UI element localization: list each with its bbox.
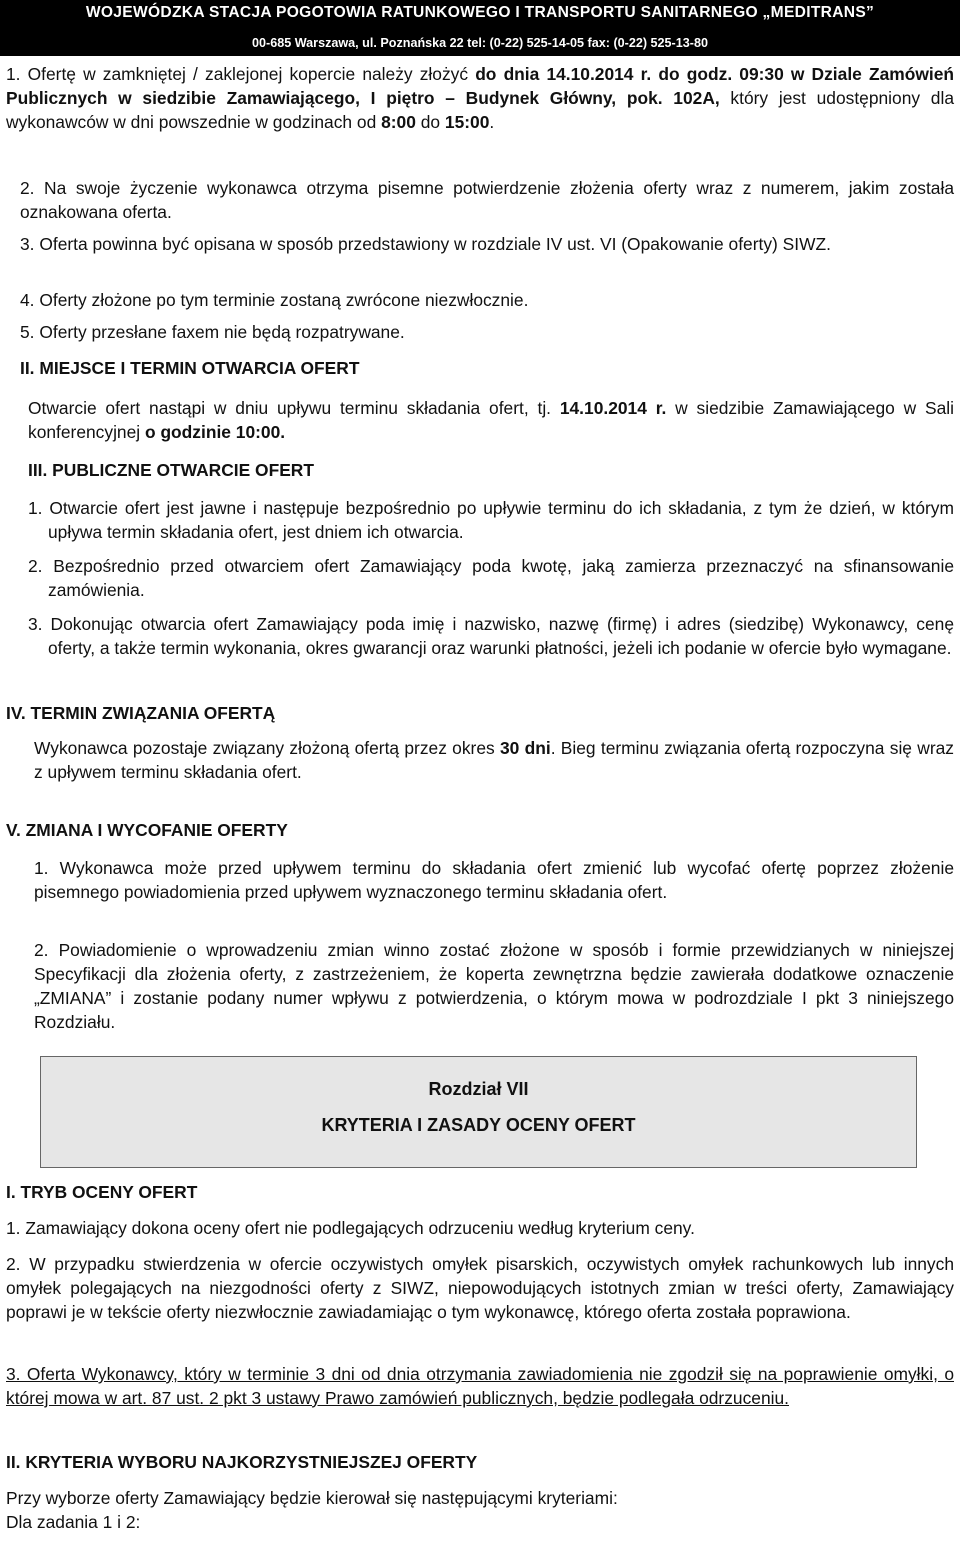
chapter-title: KRYTERIA I ZASADY OCENY OFERT — [321, 1115, 636, 1135]
paragraph-1: 1. Ofertę w zamkniętej / zaklejonej kopercie należy złożyć do dnia 14.10.2014 r. do godz. 09:30 w Dziale Zamówień Publicznych w siedzibie Zamawiającego, I piętro – Budynek Główny, pok. 102A, który jest udostępniony dla wykonawców w dni powszednie w godzinach od 8:00 do 15:00. — [6, 64, 954, 132]
paragraph-3: 3. Oferta powinna być opisana w sposób przedstawiony w rozdziale IV ust. VI (Opakowanie oferty) SIWZ. — [20, 234, 831, 254]
section-5-item-1: 1. Wykonawca może przed upływem terminu do składania ofert zmienić lub wycofać ofertę poprzez złożenie pisemnego powiadomienia przed upływem wyznaczonego terminu składania ofert. — [34, 858, 954, 902]
section-2-text: Otwarcie ofert nastąpi w dniu upływu terminu składania ofert, tj. 14.10.2014 r. w siedzibie Zamawiającego w Sali konferencyjnej o godzinie 10:00. — [28, 398, 954, 442]
header-address-line: 00-685 Warszawa, ul. Poznańska 22 tel: (0-22) 525-14-05 fax: (0-22) 525-13-80 — [252, 36, 708, 50]
rule-2-intro: Przy wyborze oferty Zamawiający będzie kierował się następującymi kryteriami: — [6, 1488, 618, 1508]
rule-1-item-1: 1. Zamawiający dokona oceny ofert nie podlegających odrzuceniu według kryterium ceny. — [6, 1218, 695, 1238]
header-organization-name: WOJEWÓDZKA STACJA POGOTOWIA RATUNKOWEGO I TRANSPORTU SANITARNEGO „MEDITRANS” — [85, 4, 875, 21]
paragraph-4: 4. Oferty złożone po tym terminie zostaną zwrócone niezwłocznie. — [20, 290, 529, 310]
section-4-heading: IV. TERMIN ZWIĄZANIA OFERTĄ — [6, 703, 276, 723]
chapter-number: Rozdział VII — [428, 1079, 529, 1099]
rule-2-task-label: Dla zadania 1 i 2: — [6, 1512, 141, 1532]
document-header — [0, 0, 960, 56]
section-2-heading: II. MIEJSCE I TERMIN OTWARCIA OFERT — [20, 358, 360, 378]
rule-1-heading: I. TRYB OCENY OFERT — [6, 1182, 198, 1202]
chapter-title-box — [40, 1056, 917, 1168]
section-5-heading: V. ZMIANA I WYCOFANIE OFERTY — [6, 820, 288, 840]
section-3-item-2: 2. Bezpośrednio przed otwarciem ofert Zamawiający poda kwotę, jaką zamierza przeznaczyć na sfinansowanie zamówienia. — [28, 556, 954, 600]
paragraph-2: 2. Na swoje życzenie wykonawca otrzyma pisemne potwierdzenie złożenia oferty wraz z numerem, jakim została oznakowana oferta. — [20, 178, 954, 222]
section-3-item-3: 3. Dokonując otwarcia ofert Zamawiający poda imię i nazwisko, nazwę (firmę) i adres (siedzibę) Wykonawcy, cenę oferty, a także termin wykonania, okres gwarancji oraz warunki płatności, jeżeli ich podanie w ofercie było wymagane. — [28, 614, 954, 658]
section-3-item-1: 1. Otwarcie ofert jest jawne i następuje bezpośrednio po upływie terminu do ich składania, z tym że dzień, w którym upływa termin składania ofert, jest dniem ich otwarcia. — [28, 498, 954, 542]
section-5-item-2: 2. Powiadomienie o wprowadzeniu zmian winno zostać złożone w sposób i formie przewidzianych w niniejszej Specyfikacji dla złożenia oferty, z zastrzeżeniem, że koperta zewnętrzna będzie zawierała dodatkowe oznaczenie „ZMIANA” i zostanie podany numer wpływu z potwierdzenia, o którym mowa w podrozdziale I pkt 3 niniejszego Rozdziału. — [34, 940, 954, 1032]
paragraph-5: 5. Oferty przesłane faxem nie będą rozpatrywane. — [20, 322, 405, 342]
rule-2-heading: II. KRYTERIA WYBORU NAJKORZYSTNIEJSZEJ OFERTY — [6, 1452, 478, 1472]
rule-1-item-3: 3. Oferta Wykonawcy, który w terminie 3 dni od dnia otrzymania zawiadomienia nie zgodził się na poprawienie omyłki, o której mowa w art. 87 ust. 2 pkt 3 ustawy Prawo zamówień publicznych, będzie podlegała odrzuceniu. — [6, 1364, 954, 1408]
rule-1-item-2: 2. W przypadku stwierdzenia w ofercie oczywistych omyłek pisarskich, oczywistych omyłek rachunkowych lub innych omyłek polegających na niezgodności oferty z SIWZ, niepowodujących istotnych zmian w treści oferty, Zamawiający poprawi je w tekście oferty niezwłocznie zawiadamiając o tym wykonawcę, którego oferta została poprawiona. — [6, 1254, 954, 1322]
section-4-text: Wykonawca pozostaje związany złożoną ofertą przez okres 30 dni. Bieg terminu związania ofertą rozpoczyna się wraz z upływem terminu składania ofert. — [34, 738, 954, 782]
section-3-heading: III. PUBLICZNE OTWARCIE OFERT — [28, 460, 314, 480]
